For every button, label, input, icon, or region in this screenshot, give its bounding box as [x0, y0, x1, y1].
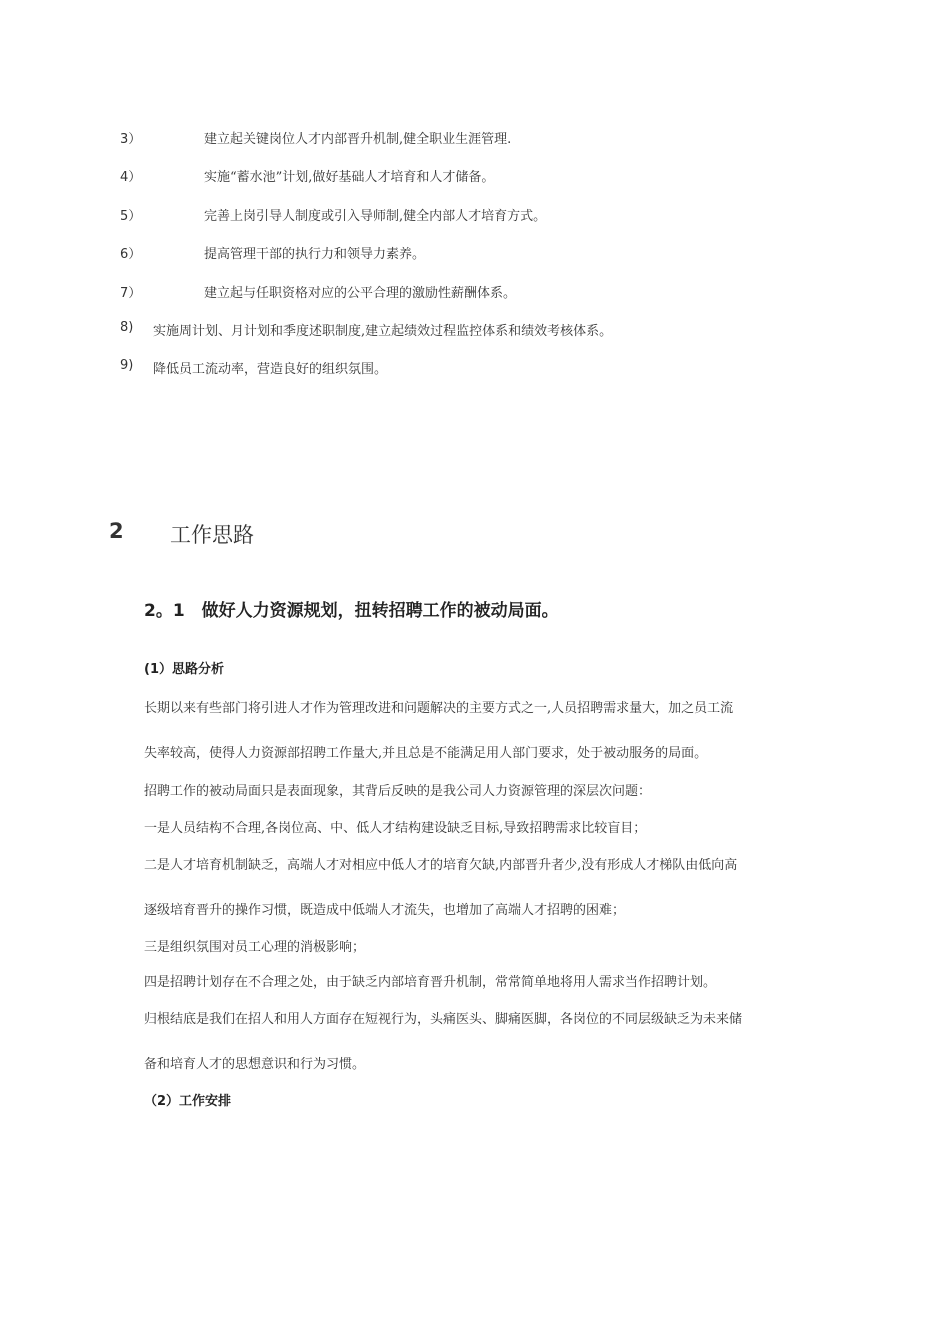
list-number: 9) — [120, 358, 134, 373]
list-number: 5） — [120, 209, 142, 224]
arrangement-heading: （2）工作安排 — [144, 1094, 232, 1109]
list-item-text: 提高管理干部的执行力和领导力素养。 — [204, 247, 426, 262]
list-number: 3） — [120, 132, 142, 147]
paragraph-line: 逐级培育晋升的操作习惯，既造成中低端人才流失，也增加了高端人才招聘的困难； — [144, 903, 626, 918]
paragraph-line: 失率较高，使得人力资源部招聘工作量大,并且总是不能满足用人部门要求，处于被动服务的局面。 — [144, 746, 708, 761]
list-item-text: 建立起关键岗位人才内部晋升机制,健全职业生涯管理. — [204, 132, 512, 147]
paragraph-line: 长期以来有些部门将引进人才作为管理改进和问题解决的主要方式之一,人员招聘需求量大，加之员工流 — [144, 701, 734, 716]
subsection-title: 2。1 做好人力资源规划，扭转招聘工作的被动局面。 — [144, 601, 559, 621]
paragraph-line: 招聘工作的被动局面只是表面现象，其背后反映的是我公司人力资源管理的深层次问题： — [144, 784, 652, 799]
list-item-text: 降低员工流动率，营造良好的组织氛围。 — [153, 362, 388, 377]
list-number: 4） — [120, 170, 142, 185]
list-item-text: 实施周计划、月计划和季度述职制度,建立起绩效过程监控体系和绩效考核体系。 — [153, 324, 613, 339]
section-title: 工作思路 — [170, 523, 254, 547]
list-item-text: 建立起与任职资格对应的公平合理的激励性薪酬体系。 — [204, 286, 517, 301]
paragraph-line: 备和培育人才的思想意识和行为习惯。 — [144, 1057, 366, 1072]
paragraph-line: 归根结底是我们在招人和用人方面存在短视行为，头痛医头、脚痛医脚，各岗位的不同层级缺乏为未来储 — [144, 1012, 743, 1027]
list-item-text: 实施“蓄水池”计划,做好基础人才培育和人才储备。 — [204, 170, 495, 185]
list-number: 8) — [120, 320, 134, 335]
list-number: 7） — [120, 286, 142, 301]
section-number: 2 — [109, 519, 124, 543]
paragraph-line: 二是人才培育机制缺乏，高端人才对相应中低人才的培育欠缺,内部晋升者少,没有形成人才梯队由低向高 — [144, 858, 738, 873]
paragraph-line: 四是招聘计划存在不合理之处，由于缺乏内部培育晋升机制，常常简单地将用人需求当作招聘计划。 — [144, 975, 717, 990]
list-item-text: 完善上岗引导人制度或引入导师制,健全内部人才培育方式。 — [204, 209, 547, 224]
analysis-heading: (1）思路分析 — [144, 662, 224, 677]
paragraph-line: 一是人员结构不合理,各岗位高、中、低人才结构建设缺乏目标,导致招聘需求比较盲目； — [144, 821, 647, 836]
list-number: 6） — [120, 247, 142, 262]
paragraph-line: 三是组织氛围对员工心理的消极影响； — [144, 940, 366, 955]
